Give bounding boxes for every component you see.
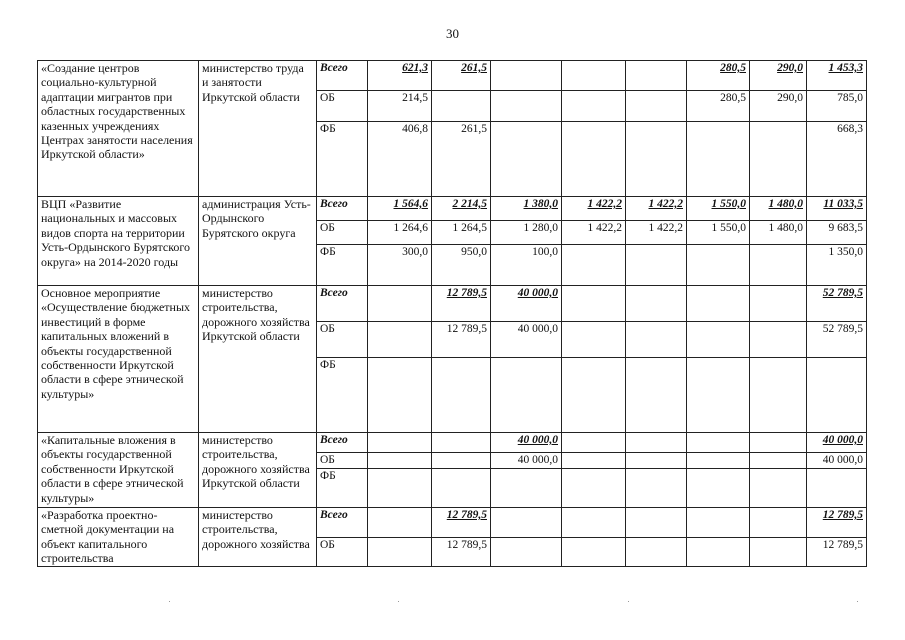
value-cell [562,122,626,197]
table-row [38,286,905,322]
value-cell: 1 280,0 [491,221,562,245]
value-cell [432,358,491,433]
value-cell [750,322,807,358]
source-regional: ОБ [317,91,368,122]
value-cell: 290,0 [750,61,807,91]
table-row [38,508,905,538]
value-cell [562,538,626,566]
value-cell [368,358,432,433]
value-cell-total: 52 789,5 [807,322,867,358]
value-cell-total: 52 789,5 [807,286,867,322]
value-cell: 214,5 [368,91,432,122]
table-row [38,61,905,91]
value-cell-total: 12 789,5 [807,508,867,538]
value-cell [626,245,687,286]
value-cell [626,91,687,122]
value-cell [687,433,750,453]
executor-name: администрация Усть-Ордынского Бурятского округа [199,197,317,286]
value-cell-total: 1 350,0 [807,245,867,286]
value-cell: 40 000,0 [491,286,562,322]
value-cell [368,508,432,538]
value-cell: 12 789,5 [432,286,491,322]
value-cell: 1 380,0 [491,197,562,221]
value-cell: 2 214,5 [432,197,491,221]
value-cell [750,433,807,453]
value-cell [562,358,626,433]
value-cell [750,538,807,566]
value-cell [562,286,626,322]
executor-name: министерство строительства, дорожного хозяйства Иркутской области [199,433,317,508]
value-cell [626,358,687,433]
measure-name: «Разработка проектно-сметной документации на объект капитального строительства [38,508,199,567]
value-cell [626,469,687,508]
value-cell-total [807,469,867,508]
value-cell: 950,0 [432,245,491,286]
page-number: 30 [446,26,459,41]
value-cell: 280,5 [687,61,750,91]
source-total: Всего [317,286,368,322]
value-cell [368,469,432,508]
source-total: Всего [317,508,368,538]
value-cell [562,322,626,358]
value-cell: 261,5 [432,61,491,91]
executor-name: министерство строительства, дорожного хозяйства [199,508,317,567]
value-cell [491,61,562,91]
source-federal: ФБ [317,122,368,197]
source-regional: ОБ [317,453,368,469]
value-cell: 12 789,5 [432,322,491,358]
source-regional: ОБ [317,221,368,245]
table-row [38,197,905,221]
executor-name: министерство строительства, дорожного хозяйства Иркутской области [199,286,317,433]
source-total: Всего [317,433,368,453]
value-cell [432,469,491,508]
source-federal: ФБ [317,245,368,286]
value-cell-total: 12 789,5 [807,538,867,566]
value-cell [687,122,750,197]
measure-name: Основное мероприятие «Осуществление бюджетных инвестиций в форме капитальных вложений в объекты государственной собственности Иркутской области в сфере этнической культуры» [38,286,199,433]
measure-name: «Капитальные вложения в объекты государственной собственности Иркутской области в сфере этнической культуры» [38,433,199,508]
value-cell-total: 668,3 [807,122,867,197]
value-cell [562,245,626,286]
value-cell [750,453,807,469]
value-cell [562,453,626,469]
value-cell: 1 422,2 [562,197,626,221]
value-cell [626,453,687,469]
value-cell [687,508,750,538]
value-cell [687,453,750,469]
value-cell: 261,5 [432,122,491,197]
value-cell [562,433,626,453]
value-cell [626,433,687,453]
value-cell: 280,5 [687,91,750,122]
value-cell [491,122,562,197]
value-cell [562,469,626,508]
value-cell [626,538,687,566]
value-cell-total: 40 000,0 [807,433,867,453]
value-cell-total [807,358,867,433]
value-cell [750,245,807,286]
value-cell [750,358,807,433]
value-cell: 1 564,6 [368,197,432,221]
value-cell-total: 785,0 [807,91,867,122]
value-cell [750,122,807,197]
value-cell: 1 422,2 [626,197,687,221]
value-cell: 1 550,0 [687,197,750,221]
value-cell [432,453,491,469]
value-cell: 621,3 [368,61,432,91]
value-cell [368,433,432,453]
value-cell: 1 480,0 [750,197,807,221]
value-cell [750,508,807,538]
value-cell: 290,0 [750,91,807,122]
value-cell [626,508,687,538]
value-cell: 40 000,0 [491,453,562,469]
scan-speck [169,601,170,602]
value-cell [687,469,750,508]
value-cell [750,469,807,508]
value-cell: 40 000,0 [491,433,562,453]
source-federal: ФБ [317,469,368,508]
value-cell [562,91,626,122]
source-regional: ОБ [317,538,368,566]
value-cell: 1 422,2 [626,221,687,245]
value-cell [491,538,562,566]
value-cell [626,286,687,322]
value-cell [368,322,432,358]
value-cell [687,286,750,322]
value-cell: 1 550,0 [687,221,750,245]
measure-name: «Создание центров социально-культурной адаптации мигрантов при областных государственных казенных учреждениях Центрах занятости населения Иркутской области» [38,61,199,197]
value-cell [368,538,432,566]
value-cell-total: 11 033,5 [807,197,867,221]
value-cell: 12 789,5 [432,508,491,538]
source-federal: ФБ [317,358,368,433]
value-cell: 406,8 [368,122,432,197]
budget-table-body [38,61,905,567]
value-cell: 1 480,0 [750,221,807,245]
value-cell: 12 789,5 [432,538,491,566]
source-total: Всего [317,61,368,91]
value-cell [491,358,562,433]
value-cell: 1 422,2 [562,221,626,245]
executor-name: министерство труда и занятости Иркутской области [199,61,317,197]
budget-table [37,60,905,567]
value-cell: 300,0 [368,245,432,286]
source-total: Всего [317,197,368,221]
table-row [38,433,905,453]
value-cell [687,538,750,566]
value-cell [626,122,687,197]
scan-speck [398,601,399,602]
value-cell [368,286,432,322]
value-cell-total: 1 453,3 [807,61,867,91]
value-cell [491,469,562,508]
value-cell [562,61,626,91]
scan-speck [857,601,858,602]
value-cell [432,433,491,453]
value-cell: 1 264,5 [432,221,491,245]
scan-speck [628,601,629,602]
value-cell [687,245,750,286]
value-cell: 100,0 [491,245,562,286]
value-cell [626,322,687,358]
value-cell [687,358,750,433]
value-cell [562,508,626,538]
value-cell [432,91,491,122]
value-cell: 40 000,0 [491,322,562,358]
value-cell-total: 40 000,0 [807,453,867,469]
measure-name: ВЦП «Развитие национальных и массовых видов спорта на территории Усть-Ордынского Бурятского округа» на 2014-2020 годы [38,197,199,286]
source-regional: ОБ [317,322,368,358]
value-cell [491,508,562,538]
value-cell [491,91,562,122]
value-cell [687,322,750,358]
value-cell: 1 264,6 [368,221,432,245]
value-cell-total: 9 683,5 [807,221,867,245]
value-cell [750,286,807,322]
value-cell [626,61,687,91]
value-cell [368,453,432,469]
